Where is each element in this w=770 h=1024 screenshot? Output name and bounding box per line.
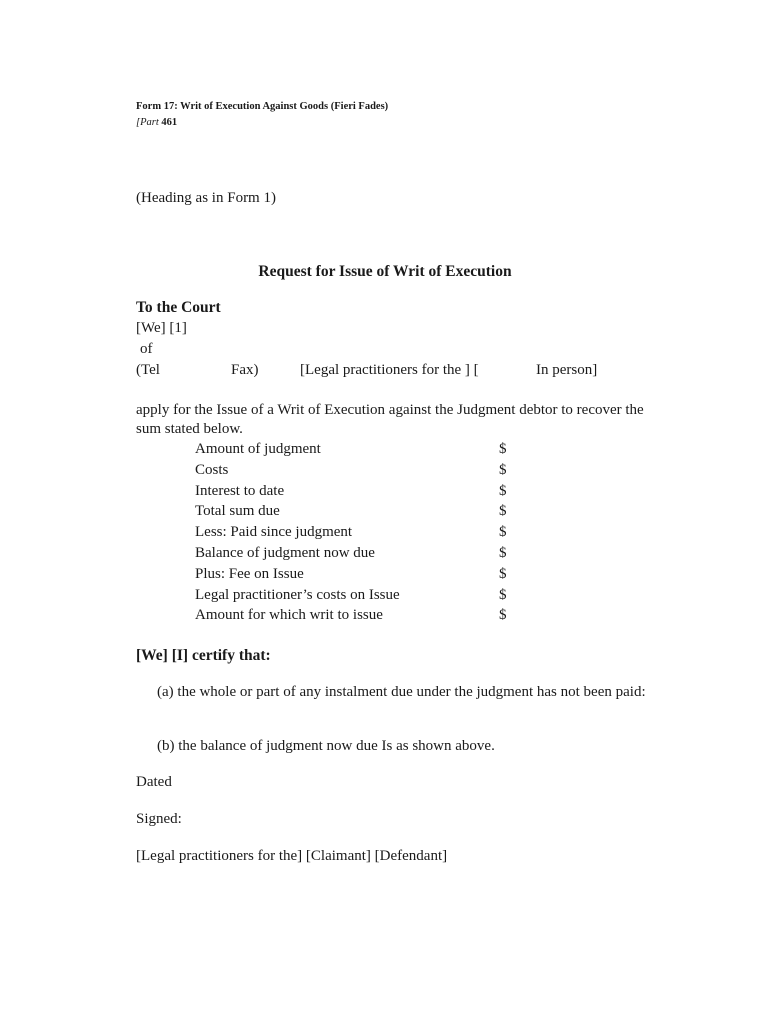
amount-row xyxy=(195,543,519,564)
signed-label: Signed: xyxy=(136,811,182,827)
form-title: Form 17: Writ of Execution Against Goods (Fieri Fades) xyxy=(136,101,389,112)
amount-label: Less: Paid since judgment xyxy=(195,524,353,541)
certification-b: (b) the balance of judgment now due Is as shown above. xyxy=(157,738,495,754)
signature-capacity: [Legal practitioners for the] [Claimant] [Defendant] xyxy=(136,848,448,864)
amount-row xyxy=(195,564,519,585)
legal-practitioners-for-label: [Legal practitioners for the ] [ xyxy=(300,362,479,378)
amount-label: Legal practitioner’s costs on Issue xyxy=(195,586,400,603)
amount-row xyxy=(195,585,519,606)
currency-symbol: $ xyxy=(499,524,507,541)
amount-label: Interest to date xyxy=(195,482,285,499)
fax-label: Fax) xyxy=(231,362,259,378)
part-number: 461 xyxy=(161,117,178,128)
amounts-table-body xyxy=(195,439,519,626)
amount-row xyxy=(195,481,519,502)
amount-label: Total sum due xyxy=(195,503,280,520)
currency-symbol: $ xyxy=(499,461,507,478)
currency-symbol: $ xyxy=(499,607,507,624)
certification-a: (a) the whole or part of any instalment due under the judgment has not been paid: xyxy=(157,684,646,700)
tel-label: (Tel xyxy=(136,362,160,378)
amount-row xyxy=(195,460,519,481)
currency-symbol: $ xyxy=(499,586,507,603)
currency-symbol: $ xyxy=(499,441,507,457)
amount-label: Amount for which writ to issue xyxy=(195,607,383,624)
in-person-label: In person] xyxy=(536,362,598,378)
application-paragraph: apply for the Issue of a Writ of Execution against the Judgment debtor to recover the sum stated below. xyxy=(136,402,644,437)
amount-label: Costs xyxy=(195,461,229,478)
currency-symbol: $ xyxy=(499,503,507,520)
heading-note: (Heading as in Form 1) xyxy=(136,190,276,206)
amount-row xyxy=(195,522,519,543)
addressee: To the Court xyxy=(136,299,221,316)
dated-label: Dated xyxy=(136,774,172,790)
document-title: Request for Issue of Writ of Execution xyxy=(258,263,512,280)
currency-symbol: $ xyxy=(499,544,507,561)
amount-label: Plus: Fee on Issue xyxy=(195,565,304,582)
applicant-we-i: [We] [1] xyxy=(136,320,187,336)
amount-label: Amount of judgment xyxy=(195,441,321,457)
amount-row xyxy=(195,605,519,626)
applicant-of: of xyxy=(140,341,153,357)
currency-symbol: $ xyxy=(499,565,507,582)
amount-row xyxy=(195,501,519,522)
amounts-table xyxy=(195,439,519,626)
part-reference xyxy=(136,117,177,128)
part-prefix: [Part xyxy=(136,117,159,128)
amount-row xyxy=(195,439,519,460)
currency-symbol: $ xyxy=(499,482,507,499)
amount-label: Balance of judgment now due xyxy=(195,544,375,561)
certify-heading: [We] [I] certify that: xyxy=(136,647,271,664)
